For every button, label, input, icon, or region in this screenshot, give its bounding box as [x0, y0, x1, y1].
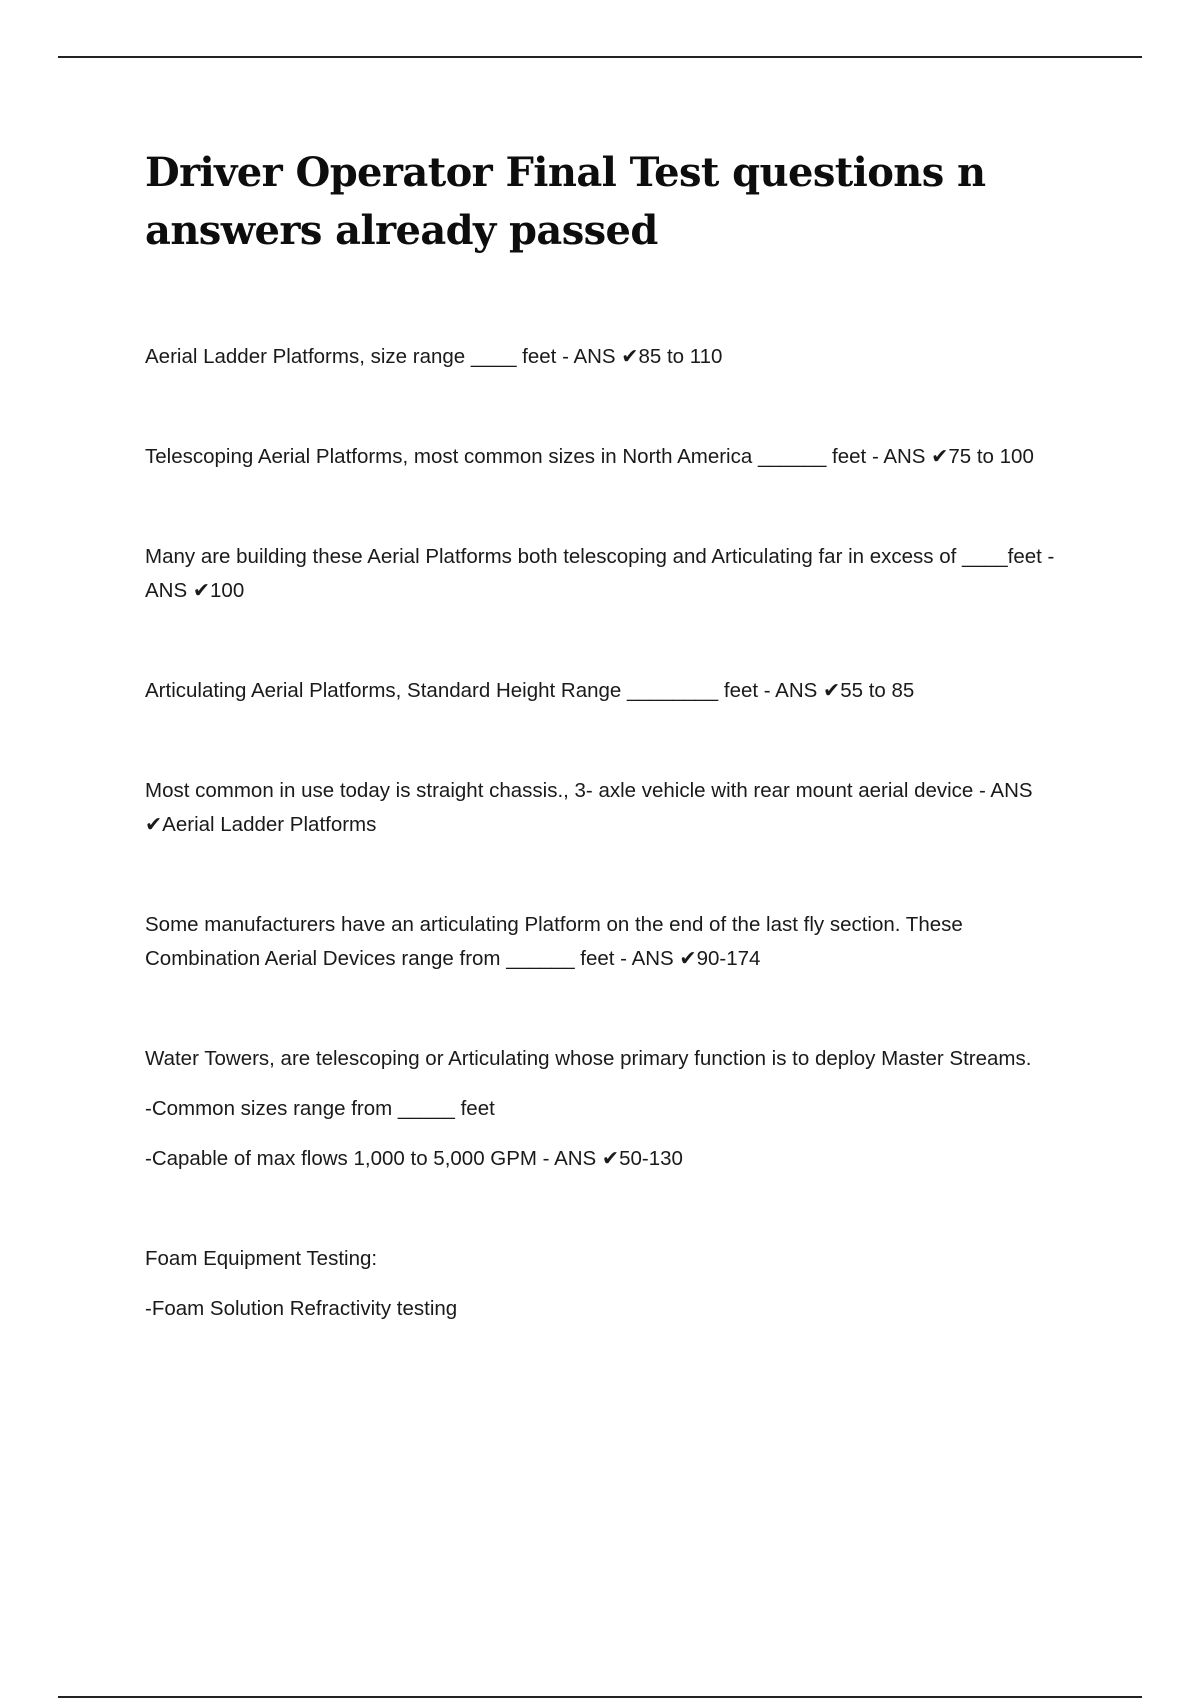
- question-item: [145, 774, 1065, 842]
- question-text: Some manufacturers have an articulating Platform on the end of the last fly section. These Combination Aerial Devices range from ______ feet - ANS ✔90-174: [145, 913, 963, 970]
- question-item: [145, 908, 1065, 976]
- question-text: Aerial Ladder Platforms, size range ____ feet - ANS ✔85 to 110: [145, 345, 723, 368]
- question-item: [145, 674, 1065, 708]
- question-text: Many are building these Aerial Platforms both telescoping and Articulating far in excess of ____feet - ANS ✔100: [145, 545, 1055, 602]
- question-item: [145, 540, 1065, 608]
- question-item: [145, 1242, 1065, 1326]
- question-subline: -Foam Solution Refractivity testing: [145, 1297, 458, 1320]
- question-text: Articulating Aerial Platforms, Standard Height Range ________ feet - ANS ✔55 to 85: [145, 679, 915, 702]
- question-item: [145, 440, 1065, 474]
- question-text: Foam Equipment Testing:: [145, 1247, 378, 1270]
- question-text: Most common in use today is straight chassis., 3- axle vehicle with rear mount aerial device - ANS ✔Aerial Ladder Platforms: [145, 779, 1033, 836]
- question-item: [145, 1042, 1065, 1176]
- document-body: [145, 144, 1065, 1326]
- question-text: Water Towers, are telescoping or Articulating whose primary function is to deploy Master Streams.: [145, 1047, 1032, 1070]
- question-subline: -Capable of max flows 1,000 to 5,000 GPM - ANS ✔50-130: [145, 1147, 683, 1170]
- question-list: [145, 340, 1065, 1326]
- top-divider: [58, 56, 1142, 58]
- document-title: Driver Operator Final Test questions n answers already passed: [145, 149, 986, 254]
- question-subline: -Common sizes range from _____ feet: [145, 1097, 495, 1120]
- bottom-divider: [58, 1696, 1142, 1698]
- question-text: Telescoping Aerial Platforms, most common sizes in North America ______ feet - ANS ✔75 to 100: [145, 445, 1034, 468]
- question-item: [145, 340, 1065, 374]
